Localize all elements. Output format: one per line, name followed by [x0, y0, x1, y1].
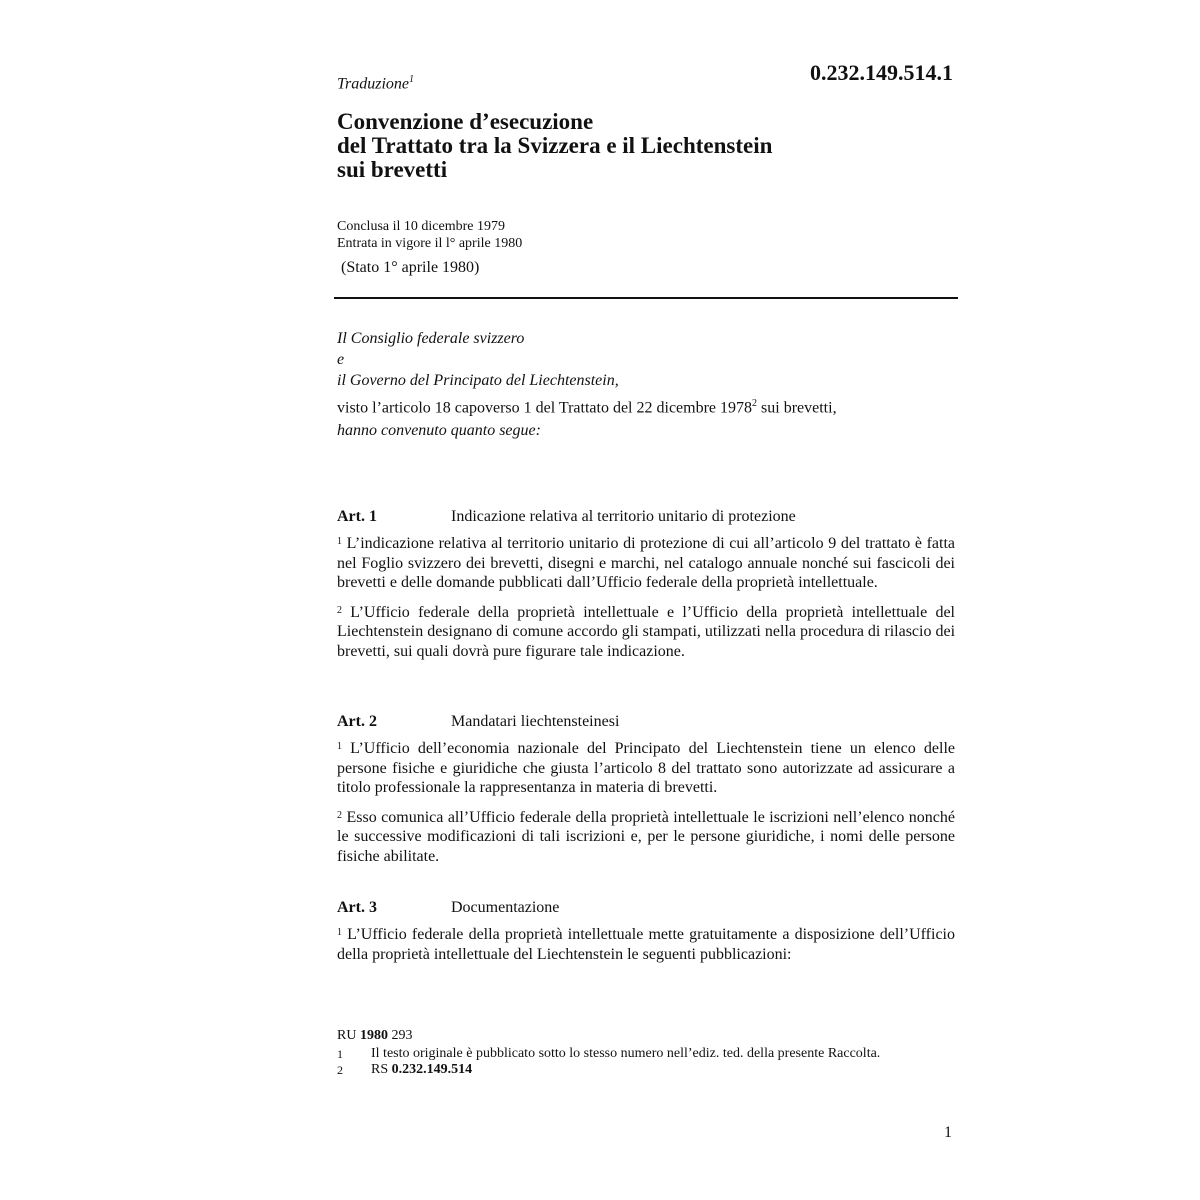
- footnote-text: [371, 1062, 472, 1078]
- ru-reference: [337, 1028, 937, 1044]
- rs-prefix: RS: [371, 1062, 392, 1077]
- paragraph-text: L’Ufficio federale della proprietà intellettuale mette gratuitamente a disposizione dell’Ufficio della proprietà intellettuale del Liechtenstein le seguenti pubblicazioni:: [337, 926, 955, 963]
- article-heading: [337, 508, 955, 526]
- concluded-date: Conclusa il 10 dicembre 1979: [337, 219, 505, 234]
- preamble: [337, 328, 957, 441]
- paragraph-number: 2: [337, 604, 342, 616]
- article-paragraph: [337, 532, 955, 593]
- title-line-2: del Trattato tra la Svizzera e il Liechtenstein: [337, 133, 773, 158]
- article-title: Indicazione relativa al territorio unitario di protezione: [451, 508, 796, 525]
- preamble-visto: [337, 393, 957, 418]
- footnote-2: [337, 1062, 937, 1078]
- footnote-number: 2: [337, 1063, 343, 1077]
- article-2: [337, 713, 955, 874]
- article-title: Documentazione: [451, 899, 560, 916]
- document-dates: [337, 218, 522, 252]
- article-paragraph: [337, 806, 955, 867]
- sr-number: 0.232.149.514.1: [810, 60, 953, 85]
- paragraph-text: L’Ufficio dell’economia nazionale del Principato del Liechtenstein tiene un elenco delle persone fisiche e giuridiche che giusta l’articolo 8 del trattato sono autorizzate ad assicurare a titolo professionale la rappresentanza in materia di brevetti.: [337, 740, 955, 796]
- article-1: [337, 508, 955, 669]
- visto-text: visto l’articolo 18 capoverso 1 del Trattato del 22 dicembre 1978: [337, 399, 753, 417]
- article-paragraph: [337, 923, 955, 964]
- paragraph-number: 1: [337, 536, 342, 547]
- document-title: [337, 110, 772, 182]
- ru-prefix: RU: [337, 1028, 360, 1043]
- ru-year: 1980: [359, 1028, 388, 1043]
- ru-page: 293: [387, 1028, 413, 1043]
- footnote-text: Il testo originale è pubblicato sotto lo stesso numero nell’ediz. ted. della presente Raccolta.: [371, 1046, 881, 1061]
- visto-text-end: sui brevetti,: [757, 399, 837, 417]
- article-paragraph: [337, 737, 955, 798]
- footnote-ref-1[interactable]: 1: [409, 74, 415, 85]
- paragraph-number: 1: [337, 927, 342, 938]
- translation-label: [337, 74, 414, 93]
- article-3: [337, 899, 955, 972]
- translation-text: Traduzione: [337, 75, 410, 93]
- article-number: Art. 3: [337, 899, 377, 916]
- article-paragraph: [337, 601, 955, 662]
- article-heading: [337, 713, 955, 731]
- footnotes: [337, 1028, 937, 1078]
- in-force-date: Entrata in vigore il l° aprile 1980: [337, 236, 523, 251]
- article-heading: [337, 899, 955, 917]
- footnote-number: 1: [337, 1047, 343, 1061]
- preamble-agreed: hanno convenuto quanto segue:: [337, 422, 541, 440]
- preamble-party-1: Il Consiglio federale svizzero: [337, 330, 525, 347]
- title-line-3: sui brevetti: [337, 157, 448, 182]
- footnote-ref-2[interactable]: 2: [752, 398, 758, 409]
- footnote-1: [337, 1046, 937, 1062]
- status-date: (Stato 1° aprile 1980): [341, 259, 480, 276]
- article-number: Art. 1: [337, 508, 377, 525]
- preamble-and: e: [337, 351, 345, 368]
- article-number: Art. 2: [337, 713, 377, 730]
- header-divider: [334, 297, 958, 299]
- preamble-party-2: il Governo del Principato del Liechtenstein,: [337, 372, 619, 389]
- title-line-1: Convenzione d’esecuzione: [337, 109, 594, 134]
- paragraph-number: 1: [337, 741, 342, 752]
- rs-reference[interactable]: 0.232.149.514: [391, 1062, 473, 1077]
- article-title: Mandatari liechtensteinesi: [451, 713, 620, 730]
- paragraph-text: L’indicazione relativa al territorio unitario di protezione di cui all’articolo 9 del trattato è fatta nel Foglio svizzero dei brevetti, disegni e marchi, nel catalogo annuale nonché sui fascicoli dei brevetti e delle domande pubblicati dall’Ufficio federale della proprietà intellettuale.: [337, 535, 955, 591]
- paragraph-text: L’Ufficio federale della proprietà intellettuale e l’Ufficio della proprietà intellettuale del Liechtenstein designano di comune accordo gli stampati, utilizzati nella procedura di rilascio dei brevetti, sui quali dovrà pure figurare tale indicazione.: [337, 603, 956, 660]
- paragraph-text: Esso comunica all’Ufficio federale della proprietà intellettuale le iscrizioni nell’elenco nonché le successive modificazioni di tali iscrizioni e, per le persone giuridiche, i nomi delle persone fisiche abilitate.: [337, 808, 955, 865]
- paragraph-number: 2: [337, 809, 342, 821]
- page-number: 1: [944, 1124, 952, 1141]
